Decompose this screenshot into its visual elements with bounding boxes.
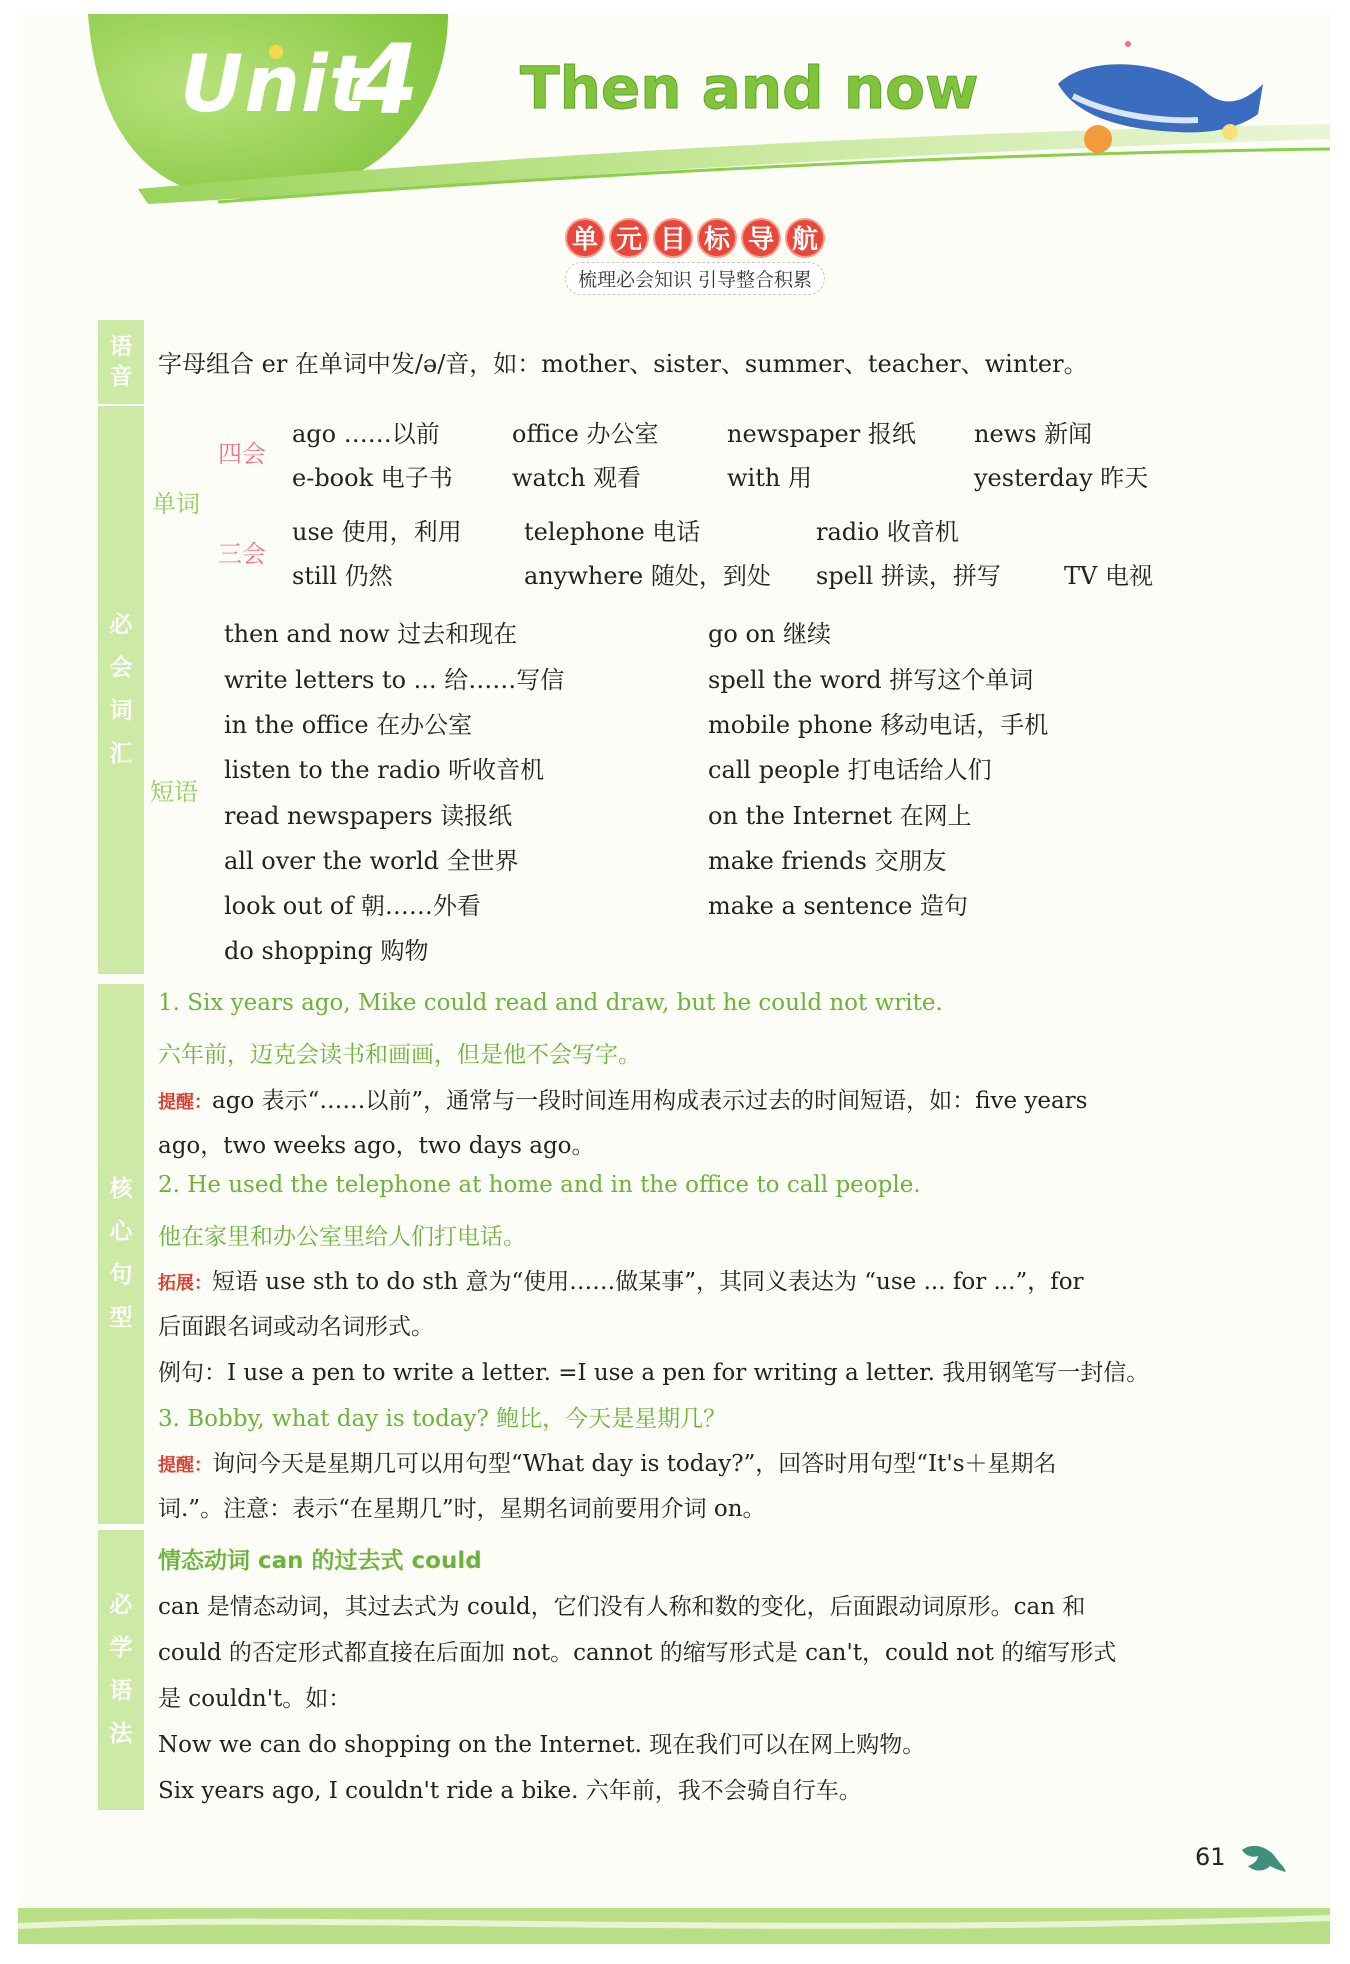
word-item: use 使用，利用 — [292, 518, 462, 546]
sentence-2-en: 2. He used the telephone at home and in the office to call people. — [158, 1172, 921, 1198]
sentence-1-en: 1. Six years ago, Mike could read and draw, but he could not write. — [158, 990, 943, 1016]
footer-stripe — [18, 1908, 1330, 1944]
tip-2-line-a — [158, 1263, 1084, 1296]
phrase-item: look out of 朝……外看 — [224, 892, 481, 920]
tip-1-line-b: ago，two weeks ago，two days ago。 — [158, 1133, 595, 1159]
tip-1-line-a — [158, 1082, 1087, 1115]
rail-label: 必会词汇 — [109, 612, 133, 767]
badge-subtitle: 梳理必会知识 引导整合积累 — [565, 262, 825, 295]
badge-char: 标 — [697, 218, 737, 258]
phrases-label: 短语 — [150, 778, 198, 806]
unit-word: Unit — [180, 40, 367, 130]
tip-text: ago 表示“……以前”，通常与一段时间连用构成表示过去的时间短语，如：five years — [212, 1088, 1088, 1114]
tip-label: 拓展： — [158, 1273, 212, 1294]
word-item: e-book 电子书 — [292, 464, 453, 492]
word-item: anywhere 随处，到处 — [524, 562, 771, 590]
word-item: telephone 电话 — [524, 518, 701, 546]
phrase-item: spell the word 拼写这个单词 — [708, 666, 1034, 694]
phrase-item: call people 打电话给人们 — [708, 756, 992, 784]
badge-char: 航 — [785, 218, 825, 258]
rail-pronunciation — [98, 320, 144, 404]
tip-label: 提醒： — [158, 1455, 212, 1476]
phrase-item: read newspapers 读报纸 — [224, 802, 513, 830]
words-label: 单词 — [152, 490, 200, 518]
unit-number: 4 — [352, 24, 419, 136]
badge-title — [550, 218, 840, 258]
badge-char: 元 — [609, 218, 649, 258]
word-item: spell 拼读，拼写 — [816, 562, 1001, 590]
sentence-1-cn: 六年前，迈克会读书和画画，但是他不会写字。 — [158, 1042, 641, 1068]
badge-char: 导 — [741, 218, 781, 258]
grammar-heading: 情态动词 can 的过去式 could — [158, 1548, 482, 1574]
rail-label: 必学语法 — [109, 1592, 133, 1747]
four-label: 四会 — [218, 440, 266, 468]
pronunciation-line: 字母组合 er 在单词中发/ə/音，如：mother、sister、summer、teacher、winter。 — [158, 350, 1088, 378]
word-item: news 新闻 — [974, 420, 1093, 448]
phrase-item: mobile phone 移动电话，手机 — [708, 711, 1049, 739]
tip-3-line-a — [158, 1445, 1057, 1478]
tip-2-line-c: 例句：I use a pen to write a letter. =I use a pen for writing a letter. 我用钢笔写一封信。 — [158, 1360, 1150, 1386]
rail-label: 核心句型 — [109, 1176, 133, 1331]
tip-2-line-b: 后面跟名词或动名词形式。 — [158, 1314, 434, 1340]
grammar-line: could 的否定形式都直接在后面加 not。cannot 的缩写形式是 can't，could not 的缩写形式 — [158, 1640, 1117, 1666]
phrase-item: then and now 过去和现在 — [224, 620, 518, 648]
word-item: office 办公室 — [512, 420, 659, 448]
word-item: TV 电视 — [1064, 562, 1153, 590]
phrase-item: all over the world 全世界 — [224, 847, 519, 875]
grammar-example: Six years ago, I couldn't ride a bike. 六年前，我不会骑自行车。 — [158, 1778, 862, 1804]
phrase-item: do shopping 购物 — [224, 937, 429, 965]
rail-vocabulary — [98, 406, 144, 974]
section-badge — [550, 218, 840, 295]
word-item: newspaper 报纸 — [727, 420, 916, 448]
three-label: 三会 — [218, 540, 266, 568]
sentence-2-cn: 他在家里和办公室里给人们打电话。 — [158, 1224, 526, 1250]
grammar-line: 是 couldn't。如： — [158, 1686, 352, 1712]
word-item: still 仍然 — [292, 562, 393, 590]
phrase-item: write letters to ... 给……写信 — [224, 666, 565, 694]
phrase-item: listen to the radio 听收音机 — [224, 756, 545, 784]
unit-title: Then and now — [520, 54, 979, 122]
tip-3-line-b: 词.”。注意：表示“在星期几”时，星期名词前要用介词 on。 — [158, 1496, 766, 1522]
tip-text: 短语 use sth to do sth 意为“使用……做某事”，其同义表达为 “use ... for ...”，for — [212, 1269, 1084, 1295]
phrase-item: make friends 交朋友 — [708, 847, 947, 875]
grammar-line: can 是情态动词，其过去式为 could，它们没有人称和数的变化，后面跟动词原形。can 和 — [158, 1594, 1086, 1620]
rail-sentences — [98, 984, 144, 1524]
word-item: radio 收音机 — [816, 518, 959, 546]
rail-grammar — [98, 1530, 144, 1810]
grammar-example: Now we can do shopping on the Internet. 现在我们可以在网上购物。 — [158, 1732, 926, 1758]
word-item: yesterday 昨天 — [974, 464, 1149, 492]
word-item: watch 观看 — [512, 464, 642, 492]
rail-label: 语音 — [109, 334, 133, 390]
badge-char: 单 — [565, 218, 605, 258]
page-number: 61 — [1195, 1843, 1226, 1871]
word-item: with 用 — [727, 464, 812, 492]
phrase-item: make a sentence 造句 — [708, 892, 968, 920]
tip-text: 询问今天是星期几可以用句型“What day is today?”，回答时用句型“It's＋星期名 — [212, 1451, 1057, 1477]
phrase-item: go on 继续 — [708, 620, 831, 648]
tip-label: 提醒： — [158, 1092, 212, 1113]
word-item: ago ……以前 — [292, 420, 440, 448]
dolphin-icon — [1238, 1838, 1288, 1878]
sentence-3: 3. Bobby, what day is today? 鲍比，今天是星期几？ — [158, 1406, 727, 1432]
phrase-item: on the Internet 在网上 — [708, 802, 972, 830]
phrase-item: in the office 在办公室 — [224, 711, 473, 739]
badge-char: 目 — [653, 218, 693, 258]
